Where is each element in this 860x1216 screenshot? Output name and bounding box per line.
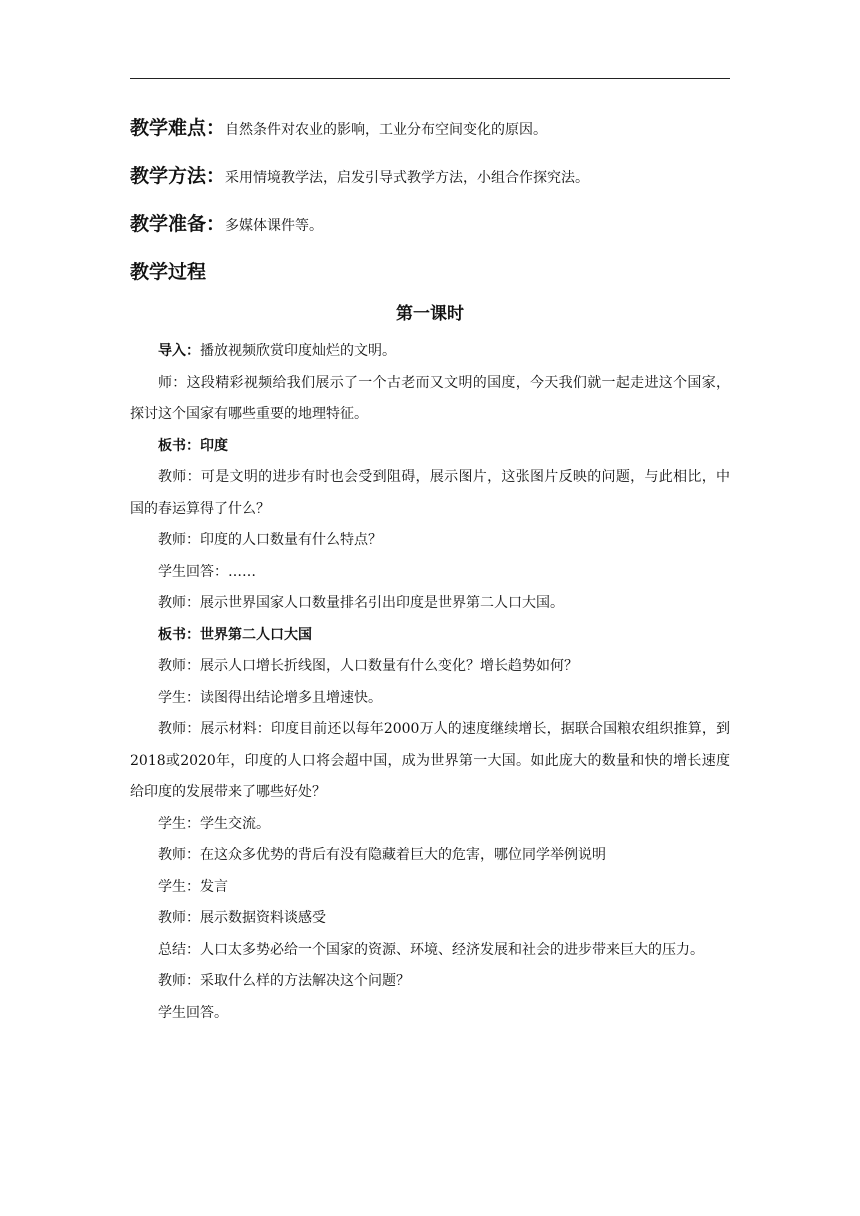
header-rule	[130, 78, 730, 79]
intro-paragraph	[130, 336, 730, 368]
teaching-method-text: 采用情境教学法，启发引导式教学方法，小组合作探究法。	[225, 170, 590, 186]
lesson-title: 第一课时	[396, 304, 464, 324]
paragraph: 教师：展示材料：印度目前还以每年2000万人的速度继续增长，据联合国粮农组织推算，到2018或2020年，印度的人口将会超中国，成为世界第一大国。如此庞大的数量和快的增长速度给印度的发展带来了哪些好处？	[130, 721, 730, 800]
teaching-difficulty	[130, 112, 730, 146]
board-note: 板书：印度	[158, 437, 228, 454]
paragraph: 教师：采取什么样的方法解决这个问题？	[158, 973, 410, 989]
paragraph: 教师：展示数据资料谈感受	[158, 910, 326, 926]
paragraph: 教师：在这众多优势的背后有没有隐藏着巨大的危害，哪位同学举例说明	[158, 847, 606, 863]
paragraph: 学生：读图得出结论增多且增速快。	[158, 689, 382, 706]
paragraph: 教师：印度的人口数量有什么特点？	[158, 532, 382, 548]
teaching-method	[130, 160, 730, 194]
board-note: 板书：世界第二人口大国	[158, 626, 312, 643]
teaching-preparation-text: 多媒体课件等。	[225, 218, 324, 234]
paragraph: 教师：展示人口增长折线图，人口数量有什么变化？增长趋势如何？	[158, 658, 578, 674]
paragraph: 师：这段精彩视频给我们展示了一个古老而又文明的国度，今天我们就一起走进这个国家，探讨这个国家有哪些重要的地理特征。	[130, 374, 730, 422]
teaching-preparation	[130, 208, 730, 242]
intro-text: 播放视频欣赏印度灿烂的文明。	[200, 343, 396, 359]
paragraph: 学生回答：……	[158, 563, 256, 580]
teaching-method-label: 教学方法：	[130, 165, 226, 187]
paragraph: 总结：人口太多势必给一个国家的资源、环境、经济发展和社会的进步带来巨大的压力。	[158, 941, 704, 958]
paragraph: 学生：学生交流。	[158, 815, 270, 832]
teaching-preparation-label: 教学准备：	[130, 213, 226, 235]
teaching-difficulty-text: 自然条件对农业的影响，工业分布空间变化的原因。	[225, 122, 548, 138]
paragraph: 学生回答。	[158, 1004, 228, 1021]
paragraph: 学生：发言	[158, 878, 228, 895]
teaching-difficulty-label: 教学难点：	[130, 117, 226, 139]
section-title: 教学过程	[130, 261, 207, 283]
paragraph: 教师：展示世界国家人口数量排名引出印度是世界第二人口大国。	[158, 595, 564, 611]
document-body	[130, 112, 730, 1029]
paragraph: 教师：可是文明的进步有时也会受到阻碍，展示图片，这张图片反映的问题，与此相比，中国的春运算得了什么？	[130, 469, 730, 517]
intro-label: 导入：	[158, 343, 200, 359]
